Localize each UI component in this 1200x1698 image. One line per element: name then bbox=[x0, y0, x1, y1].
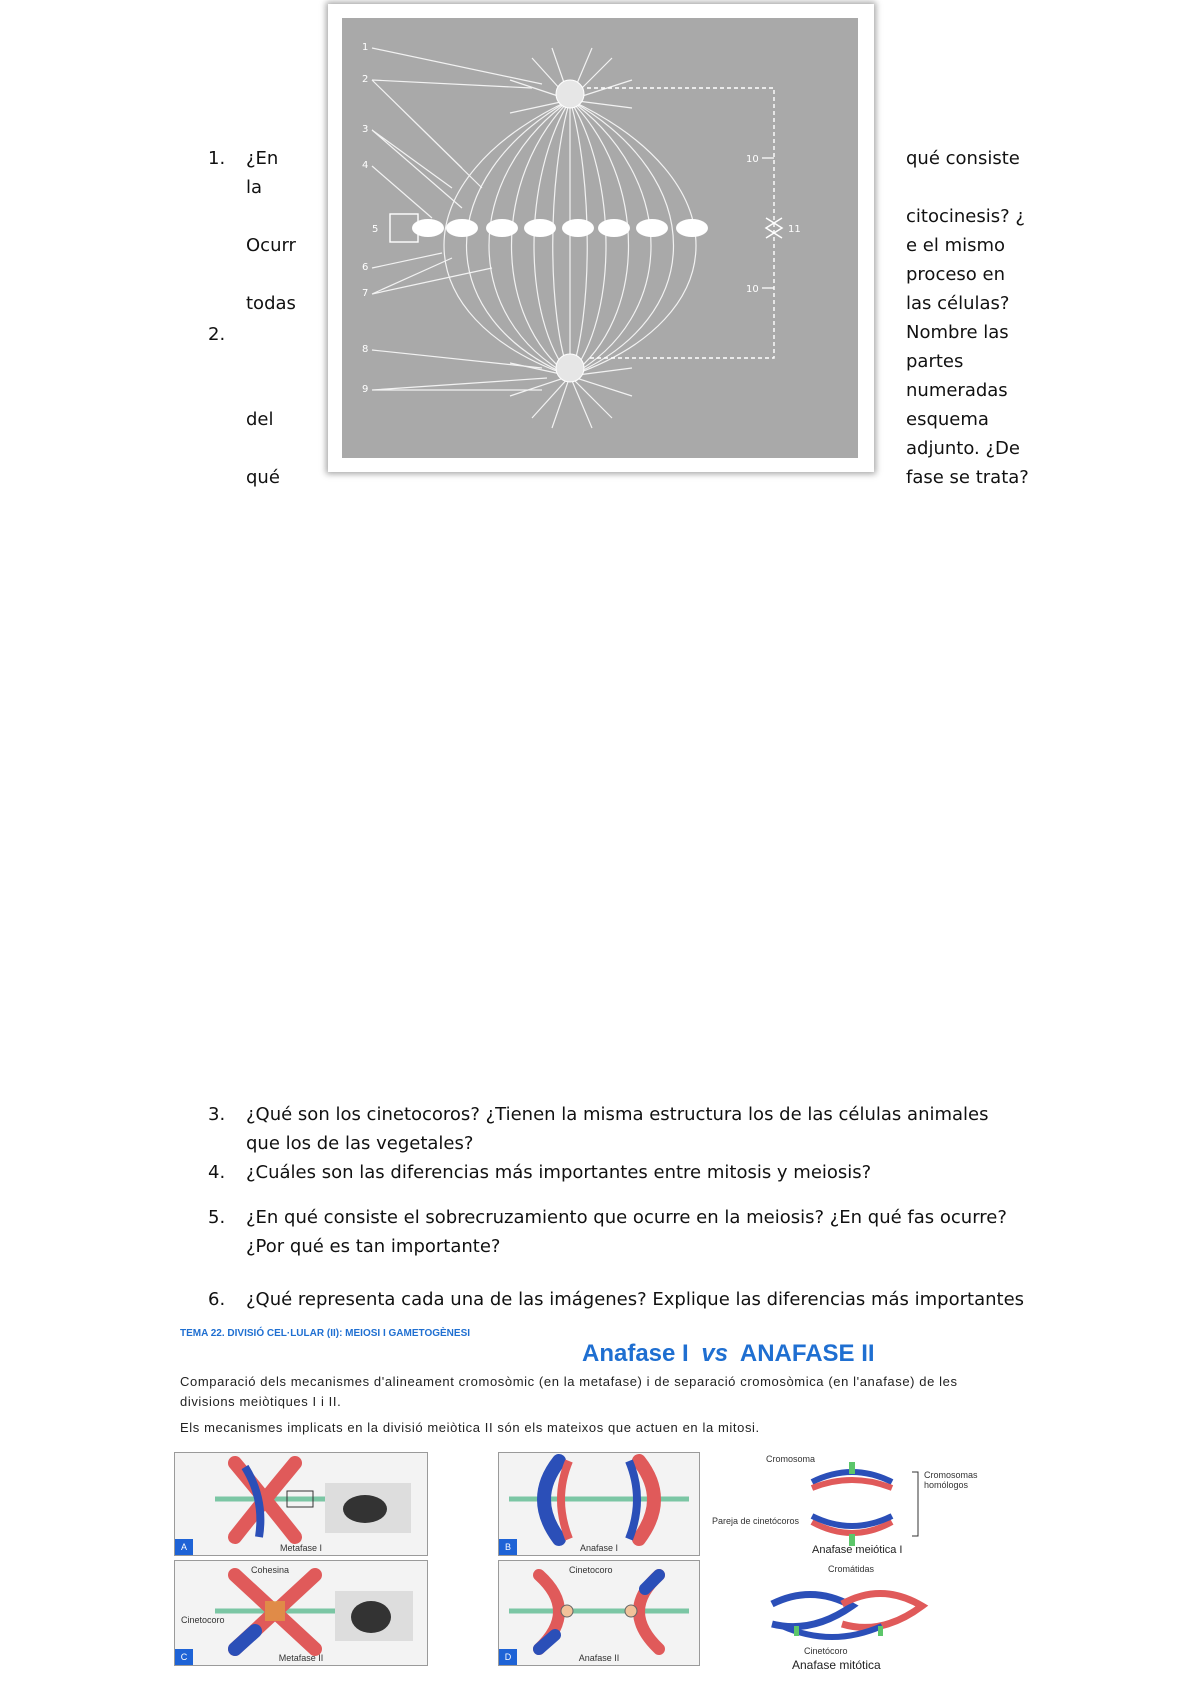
panel-letter: C bbox=[175, 1649, 193, 1665]
word: las células? bbox=[906, 293, 1010, 314]
spindle-diagram bbox=[342, 18, 858, 458]
diagram-label: 10 bbox=[746, 284, 759, 295]
panel-a bbox=[174, 1452, 428, 1556]
panel-letter: D bbox=[499, 1649, 517, 1665]
panel-d-label: Cinetocoro bbox=[569, 1565, 613, 1575]
word: esquema bbox=[906, 409, 989, 430]
word: fase se trata? bbox=[906, 467, 1029, 488]
word: e el mismo bbox=[906, 235, 1006, 256]
question-text: ¿En qué consiste el sobrecruzamiento que ocurre en la meiosis? ¿En qué fas ocurre? ¿Por qué es tan importante? bbox=[246, 1207, 1007, 1257]
panel-caption: Metafase I bbox=[279, 1543, 323, 1553]
diagram-label: 9 bbox=[362, 384, 369, 395]
panel-caption: Anafase I bbox=[579, 1543, 619, 1553]
panel-d-drawing bbox=[499, 1561, 699, 1665]
word: ¿En bbox=[246, 148, 279, 169]
word: la bbox=[246, 177, 263, 198]
word: qué consiste bbox=[906, 148, 1020, 169]
question-text: ¿Qué son los cinetocoros? ¿Tienen la misma estructura los de las células animales que los de las vegetales? bbox=[246, 1104, 989, 1154]
question-2-number: 2. bbox=[208, 324, 226, 345]
word: qué bbox=[246, 467, 280, 488]
question-1-number: 1. bbox=[208, 148, 226, 169]
right-top-label-top: Cromosoma bbox=[766, 1454, 816, 1464]
diagram-label: 3 bbox=[362, 124, 369, 135]
diagram-label: 7 bbox=[362, 288, 369, 299]
question-6 bbox=[208, 1285, 1028, 1314]
question-text: ¿Cuáles son las diferencias más importantes entre mitosis y meiosis? bbox=[246, 1162, 872, 1183]
panel-b bbox=[498, 1452, 700, 1556]
mitotic-anaphase-drawing bbox=[732, 1564, 982, 1664]
spindle-diagram-frame bbox=[328, 4, 874, 472]
word: numeradas bbox=[906, 380, 1008, 401]
diagram-label: 4 bbox=[362, 160, 369, 171]
right-top-label-side: Cromosomas homólogos bbox=[924, 1470, 978, 1490]
figure-paragraph-1: Comparació dels mecanismes d'alineament cromosòmic (en la metafase) i de separació cromosòmica (en l'anafase) de les divisions meiòtiques I i II. bbox=[180, 1374, 958, 1409]
title-part1: Anafase I bbox=[582, 1340, 689, 1367]
word: Ocurr bbox=[246, 235, 296, 256]
question-right-words bbox=[906, 144, 1029, 492]
diagram-label: 10 bbox=[746, 154, 759, 165]
diagram-label: 6 bbox=[362, 262, 369, 273]
title-part2: ANAFASE II bbox=[739, 1340, 875, 1367]
question-5 bbox=[208, 1203, 1028, 1261]
panel-c-label-top: Cohesina bbox=[251, 1565, 290, 1575]
meiosis-figure bbox=[172, 1326, 992, 1686]
right-bottom-label-top: Cromátidas bbox=[828, 1564, 875, 1574]
diagram-label: 11 bbox=[788, 224, 801, 235]
panel-caption: Metafase II bbox=[278, 1653, 324, 1663]
figure-title bbox=[582, 1340, 875, 1368]
word: partes bbox=[906, 351, 964, 372]
word: todas bbox=[246, 293, 296, 314]
question-text: ¿Qué representa cada una de las imágenes? Explique las diferencias más importantes bbox=[246, 1289, 1025, 1310]
word: proceso en bbox=[906, 264, 1006, 285]
question-number: 5. bbox=[208, 1207, 226, 1228]
figure-header: TEMA 22. DIVISIÓ CEL·LULAR (II): MEIOSI I GAMETOGÈNESI bbox=[180, 1328, 471, 1339]
panel-b-drawing bbox=[499, 1453, 699, 1555]
diagram-label: 8 bbox=[362, 344, 369, 355]
word: del bbox=[246, 409, 274, 430]
question-list bbox=[208, 1100, 1028, 1314]
question-number: 4. bbox=[208, 1162, 226, 1183]
panel-d bbox=[498, 1560, 700, 1666]
panel-c-label-left: Cinetocoro bbox=[181, 1615, 225, 1625]
right-top-caption: Anafase meiótica I bbox=[812, 1544, 903, 1556]
diagram-label: 1 bbox=[362, 42, 369, 53]
panel-a-drawing bbox=[175, 1453, 427, 1555]
word: citocinesis? ¿ bbox=[906, 206, 1025, 227]
meiotic-anaphase-drawing bbox=[712, 1452, 982, 1552]
right-bottom-label-bottom: Cinetócoro bbox=[804, 1646, 848, 1656]
question-4 bbox=[208, 1158, 1028, 1187]
panel-letter: A bbox=[175, 1539, 193, 1555]
question-number: 6. bbox=[208, 1289, 226, 1310]
spindle-svg bbox=[342, 18, 858, 458]
figure-paragraph-2: Els mecanismes implicats en la divisió meiòtica II són els mateixos que actuen en la mitosi. bbox=[180, 1420, 760, 1435]
diagram-label: 5 bbox=[372, 224, 379, 235]
diagram-label: 2 bbox=[362, 74, 369, 85]
right-top-label-left: Pareja de cinetócoros bbox=[712, 1516, 800, 1526]
panel-c-drawing bbox=[175, 1561, 427, 1665]
word: adjunto. ¿De bbox=[906, 438, 1020, 459]
panel-letter: B bbox=[499, 1539, 517, 1555]
question-left-words bbox=[246, 144, 296, 492]
panel-c bbox=[174, 1560, 428, 1666]
meiotic-anaphase-diagram bbox=[712, 1452, 982, 1562]
panel-caption: Anafase II bbox=[578, 1653, 620, 1663]
title-vs: vs bbox=[701, 1340, 729, 1367]
right-bottom-caption: Anafase mitótica bbox=[792, 1658, 881, 1672]
question-number: 3. bbox=[208, 1104, 226, 1125]
word: Nombre las bbox=[906, 322, 1009, 343]
mitotic-anaphase-diagram bbox=[732, 1564, 982, 1674]
question-3 bbox=[208, 1100, 1028, 1158]
